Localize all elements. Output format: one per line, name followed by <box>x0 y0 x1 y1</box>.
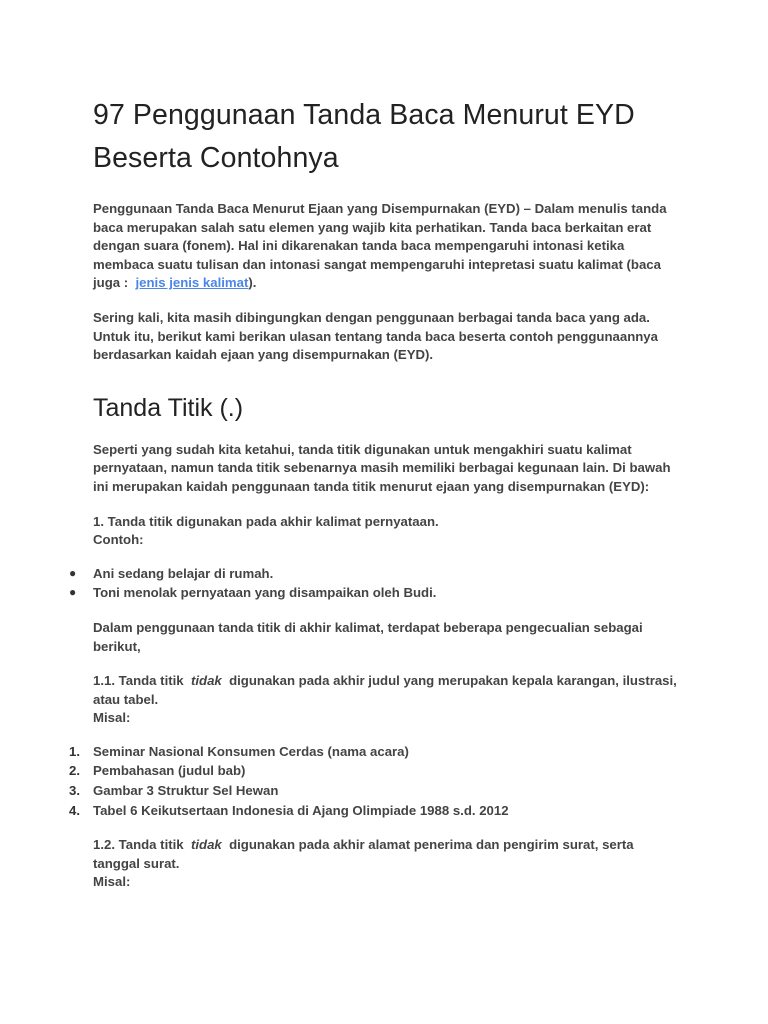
list-item-text: Gambar 3 Struktur Sel Hewan <box>93 783 279 799</box>
second-paragraph: Sering kali, kita masih dibingungkan dengan penggunaan berbagai tanda baca yang ada. Untuk itu, berikut kami berikan ulasan tentang tanda baca beserta contoh penggunaannya berdasarkan kaidah ejaan yang disempurnakan (EYD). <box>93 309 658 363</box>
bullet-dot-icon: ● <box>69 585 77 600</box>
document-page <box>69 94 678 908</box>
misal-label: Misal: <box>93 874 131 890</box>
contoh-label: Contoh: <box>93 532 144 548</box>
section-heading-tanda-titik: Tanda Titik (.) <box>93 393 244 422</box>
spacer <box>93 820 678 836</box>
rule-1-text: 1. Tanda titik digunakan pada akhir kalimat pernyataan. <box>93 513 439 529</box>
rule-1-2-italic: tidak <box>190 837 222 853</box>
rule-1-2-paragraph <box>93 836 678 892</box>
example-text: Toni menolak pernyataan yang disampaikan oleh Budi. <box>93 585 437 601</box>
misal-label: Misal: <box>93 710 131 726</box>
list-number: 4. <box>69 802 80 818</box>
list-item-text: Tabel 6 Keikutsertaan Indonesia di Ajang Olimpiade 1988 s.d. 2012 <box>93 802 509 818</box>
section-intro-paragraph: Seperti yang sudah kita ketahui, tanda titik digunakan untuk mengakhiri suatu kalimat pernyataan, namun tanda titik sebenarnya masih memiliki berbagai kegunaan lain. Di bawah ini merupakan kaidah penggunaan tanda titik menurut ejaan yang disempurnakan (EYD): <box>93 441 671 494</box>
intro-after-link: ). <box>248 275 257 291</box>
list-item <box>69 742 678 762</box>
rule-1-2-prefix: 1.2. Tanda titik <box>93 837 184 853</box>
rule-1-1-italic: tidak <box>190 673 222 689</box>
list-item <box>69 564 678 584</box>
intro-text: Penggunaan Tanda Baca Menurut Ejaan yang Disempurnakan (EYD) – Dalam menulis tanda baca merupakan salah satu elemen yang wajib kita perhatikan. Tanda baca berkaitan erat dengan suara (fonem). Hal ini dikarenakan tanda baca mempengaruhi intonasi ketika membaca suatu tulisan dan intonasi sangat mempengaruhi intepretasi suatu kalimat (baca juga : <box>93 201 667 291</box>
list-number: 2. <box>69 763 80 779</box>
intro-paragraph <box>93 200 678 293</box>
spacer <box>93 603 678 619</box>
example-text: Ani sedang belajar di rumah. <box>93 565 274 581</box>
rule-1-2-suffix: digunakan pada akhir alamat penerima dan pengirim surat, serta tanggal surat. <box>93 837 634 871</box>
jenis-kalimat-link[interactable]: jenis jenis kalimat <box>135 275 249 291</box>
list-number: 1. <box>69 743 80 759</box>
rule-1-1-prefix: 1.1. Tanda titik <box>93 673 184 689</box>
list-item <box>69 781 678 801</box>
rule-1-paragraph <box>93 513 678 550</box>
list-item-text: Seminar Nasional Konsumen Cerdas (nama acara) <box>93 743 409 759</box>
list-item <box>69 801 678 821</box>
numbered-list <box>69 742 678 820</box>
list-item <box>69 583 678 603</box>
list-item-text: Pembahasan (judul bab) <box>93 763 246 779</box>
rule-1-1-paragraph <box>93 672 678 728</box>
example-list <box>69 564 678 603</box>
list-item <box>69 761 678 781</box>
list-number: 3. <box>69 783 80 799</box>
exception-intro-paragraph: Dalam penggunaan tanda titik di akhir kalimat, terdapat beberapa pengecualian sebagai berikut, <box>93 619 643 654</box>
bullet-dot-icon: ● <box>69 565 77 580</box>
rule-1-1-suffix: digunakan pada akhir judul yang merupakan kepala karangan, ilustrasi, atau tabel. <box>93 673 677 707</box>
page-title: 97 Penggunaan Tanda Baca Menurut EYD Beserta Contohnya <box>93 99 635 174</box>
